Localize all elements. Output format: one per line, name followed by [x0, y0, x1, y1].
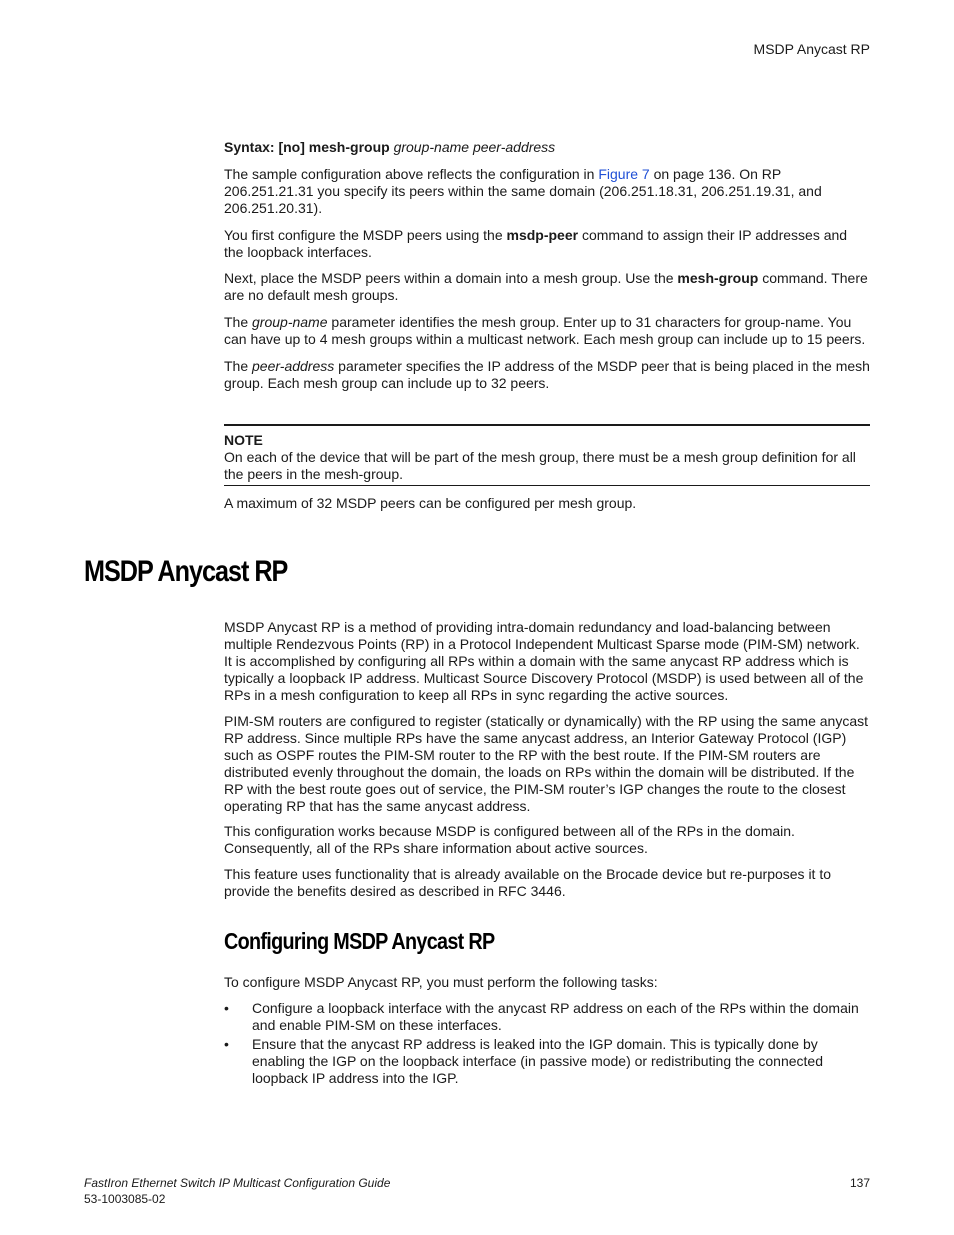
note-bottom-rule: [224, 485, 870, 486]
paragraph-msdp-peer: [224, 227, 870, 261]
paragraph-group-name: [224, 314, 870, 348]
note-text: On each of the device that will be part of the mesh group, there must be a mesh group definition for all the peers in the mesh-group.: [224, 449, 856, 482]
syntax-line: [224, 139, 870, 156]
text-run: The sample configuration above reflects the configuration in: [224, 166, 599, 182]
bullet-marker: •: [224, 1000, 229, 1016]
section-paragraph-4: This feature uses functionality that is already available on the Brocade device but re-purposes it to provide the benefits desired as described in RFC 3446.: [224, 866, 832, 899]
figure-7-link[interactable]: Figure 7: [598, 166, 650, 182]
text-run: command. There are no default mesh groups.: [224, 270, 868, 303]
text-run: command to assign their IP addresses and the loopback interfaces.: [224, 227, 848, 260]
footer-guide-title: FastIron Ethernet Switch IP Multicast Configuration Guide: [84, 1176, 391, 1190]
text-run: You first configure the MSDP peers using the: [224, 227, 507, 243]
section-heading: MSDP Anycast RP: [84, 555, 288, 588]
section-paragraph-2: PIM-SM routers are configured to register (statically or dynamically) with the RP using the same anycast RP address. Since multiple RPs have the same anycast address, an Interior Gateway Protocol (IGP) such as OSPF routes the PIM-SM router to the RP with the best route. If the PIM-SM routers are distributed evenly throughout the domain, the loads on RPs within the domain will be distributed. If the RP with the best route goes out of service, the PIM-SM router’s IGP changes the route to the closest operating RP that has the same anycast address.: [224, 713, 868, 814]
paragraph-mesh-group: [224, 270, 870, 304]
subsection-heading: Configuring MSDP Anycast RP: [224, 928, 495, 954]
text-run: parameter identifies the mesh group. Enter up to 31 characters for group-name. You can have up to 4 mesh groups within a multicast network. Each mesh group can include up to 15 peers.: [224, 314, 866, 347]
param-peer-address: peer-address: [252, 358, 335, 374]
list-item-text: Ensure that the anycast RP address is leaked into the IGP domain. This is typically done by enabling the IGP on the loopback interface (in passive mode) or redistributing the connected loopback IP address into the IGP.: [252, 1036, 823, 1086]
text-run: Next, place the MSDP peers within a domain into a mesh group. Use the: [224, 270, 678, 286]
text-run: The: [224, 314, 253, 330]
paragraph-max-peers: A maximum of 32 MSDP peers can be configured per mesh group.: [224, 495, 637, 511]
text-run: parameter specifies the IP address of the MSDP peer that is being placed in the mesh group. Each mesh group can include up to 32 peers.: [224, 358, 870, 391]
command-msdp-peer: msdp-peer: [506, 227, 579, 243]
syntax-command: Syntax: [no] mesh-group: [224, 139, 390, 155]
text-run: on page 136. On RP 206.251.21.31 you specify its peers within the same domain (206.251.18.31, 206.251.19.31, and 206.251.20.31).: [224, 166, 822, 216]
footer-doc-number: 53-1003085-02: [84, 1192, 166, 1206]
list-item-text: Configure a loopback interface with the anycast RP address on each of the RPs within the domain and enable PIM-SM on these interfaces.: [252, 1000, 859, 1033]
footer-page-number: 137: [849, 1176, 870, 1190]
running-header: MSDP Anycast RP: [753, 41, 870, 57]
param-group-name: group-name: [252, 314, 328, 330]
command-mesh-group: mesh-group: [677, 270, 759, 286]
syntax-arguments: group-name peer-address: [393, 139, 556, 155]
note-top-rule: [224, 424, 870, 426]
text-run: The: [224, 358, 253, 374]
note-block: [224, 432, 870, 483]
note-label: NOTE: [224, 432, 263, 448]
subsection-intro: To configure MSDP Anycast RP, you must perform the following tasks:: [224, 974, 658, 990]
bullet-marker: •: [224, 1036, 229, 1052]
paragraph-figure-reference: [224, 166, 870, 217]
section-paragraph-1: MSDP Anycast RP is a method of providing intra-domain redundancy and load-balancing between multiple Rendezvous Points (RP) in a Protocol Independent Multicast Sparse mode (PIM-SM) network. It is accomplished by configuring all RPs within a domain with the same anycast RP address which is typically a loopback IP address. Multicast Source Discovery Protocol (MSDP) is used between all of the RPs in a mesh configuration to keep all RPs in sync regarding the active sources.: [224, 619, 864, 703]
paragraph-peer-address: [224, 358, 870, 392]
section-paragraph-3: This configuration works because MSDP is configured between all of the RPs in the domain. Consequently, all of the RPs share information about active sources.: [224, 823, 795, 856]
